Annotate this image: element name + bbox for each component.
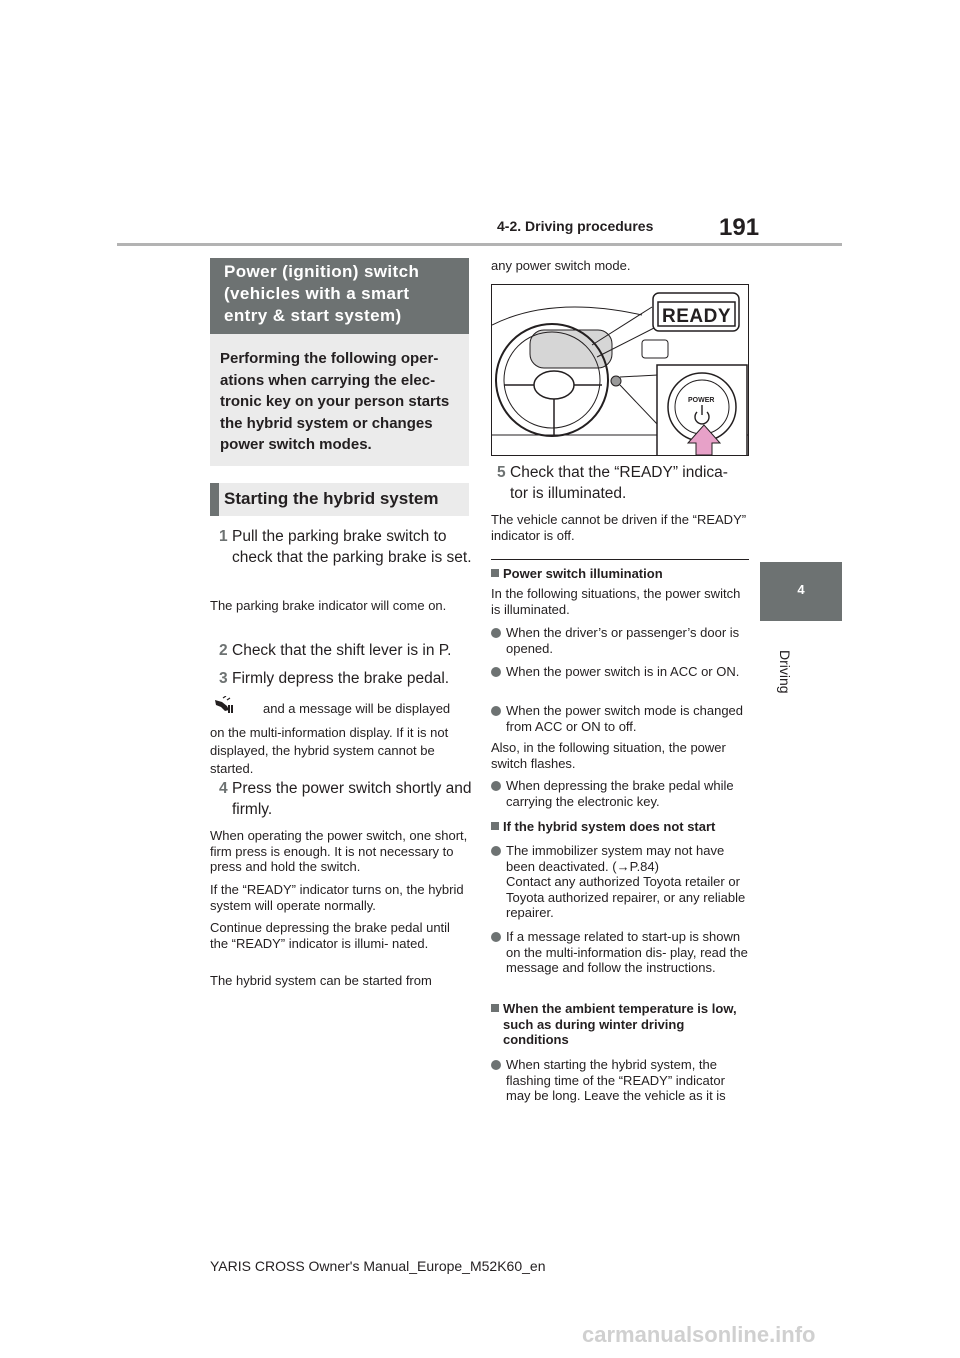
step-number: 4 — [219, 780, 228, 797]
cold-title — [491, 1001, 749, 1048]
step-number: 3 — [219, 670, 228, 687]
step-3-note-inline: and a message will be displayed — [263, 701, 451, 716]
step-number: 5 — [497, 464, 506, 481]
illumination-title-text: Power switch illumination — [503, 566, 663, 581]
page-number: 191 — [719, 214, 760, 241]
step-text: Pull the parking brake switch to check that the parking brake is set. — [232, 528, 472, 566]
square-bullet-icon — [491, 1004, 499, 1012]
step-text: Check that the “READY” indica- tor is illuminated. — [510, 464, 728, 502]
cold-title-text: When the ambient temperature is low, such as during winter driving conditions — [503, 1001, 737, 1047]
heading-starting-hybrid: Starting the hybrid system — [210, 483, 469, 516]
step-4-note-4: The hybrid system can be started from — [210, 973, 432, 988]
bullet-dot-icon — [491, 846, 501, 856]
bullet-text: When the power switch mode is changed from ACC or ON to off. — [506, 703, 744, 734]
square-bullet-icon — [491, 822, 499, 830]
footer-manual-id: YARIS CROSS Owner's Manual_Europe_M52K60_en — [210, 1258, 546, 1274]
step-text: Press the power switch shortly and firmly. — [232, 780, 472, 818]
section-divider — [491, 559, 749, 560]
bullet-text: When depressing the brake pedal while carrying the electronic key. — [506, 778, 734, 809]
section-title: 4-2. Driving procedures — [497, 218, 654, 234]
bullet-text — [506, 843, 749, 921]
illumination-flash-text: Also, in the following situation, the power switch flashes. — [491, 740, 726, 771]
bullet-text: When the driver’s or passenger’s door is opened. — [506, 625, 740, 656]
no-start-title-text: If the hybrid system does not start — [503, 819, 716, 834]
step-5 — [497, 462, 750, 504]
step-number: 2 — [219, 642, 228, 659]
bullet-text: If a message related to start-up is shown on the multi-information dis- play, read the message and follow the instructions. — [506, 929, 748, 975]
dashboard-illustration — [491, 284, 749, 456]
step-3 — [219, 668, 472, 689]
bullet-dot-icon — [491, 932, 501, 942]
step-4-note-1: When operating the power switch, one short, firm press is enough. It is not necessary to press and hold the switch. — [210, 828, 468, 874]
square-bullet-icon — [491, 569, 499, 577]
bullet-text-line-2: Contact any authorized Toyota retailer or Toyota authorized repairer, or any reliable repairer. — [506, 874, 746, 920]
watermark: carmanualsonline.info — [582, 1322, 816, 1347]
bullet-dot-icon — [491, 628, 501, 638]
heading-power-switch: Power (ignition) switch (vehicles with a smart entry & start system) — [210, 258, 469, 334]
ready-indicator-label: READY — [662, 306, 732, 327]
chapter-number: 4 — [797, 582, 805, 597]
bullet-dot-icon — [491, 1060, 501, 1070]
bullet-dot-icon — [491, 706, 501, 716]
step-text: Firmly depress the brake pedal. — [232, 670, 450, 687]
power-switch-label: POWER — [688, 397, 715, 404]
continuation-text: any power switch mode. — [491, 258, 631, 273]
no-start-title — [491, 819, 749, 835]
step-text: Check that the shift lever is in P. — [232, 642, 452, 659]
bullet-dot-icon — [491, 667, 501, 677]
bullet-text: When starting the hybrid system, the flashing time of the “READY” indicator may be long. Leave the vehicle as it is — [506, 1057, 726, 1103]
step-5-note: The vehicle cannot be driven if the “READY” indicator is off. — [491, 512, 747, 543]
step-4-note-2: If the “READY” indicator turns on, the hybrid system will operate normally. — [210, 882, 464, 913]
bullet-text-line-1: The immobilizer system may not have been deactivated. (→P.84) — [506, 843, 725, 874]
chapter-label-wrap — [776, 634, 826, 694]
step-4 — [219, 778, 472, 820]
step-1 — [219, 526, 472, 568]
intro-box: Performing the following oper- ations when carrying the elec- tronic key on your person starts the hybrid system or changes power switch modes. — [210, 334, 469, 466]
step-number: 1 — [219, 528, 228, 545]
header-rule — [117, 243, 842, 246]
step-4-note-3: Continue depressing the brake pedal until the “READY” indicator is illumi- nated. — [210, 920, 450, 951]
step-2 — [219, 640, 472, 661]
step-1-note: The parking brake indicator will come on. — [210, 598, 447, 613]
brake-pedal-icon — [213, 696, 235, 714]
illumination-intro: In the following situations, the power switch is illuminated. — [491, 586, 741, 617]
bullet-text: When the power switch is in ACC or ON. — [506, 664, 740, 679]
step-3-note: on the multi-information display. If it is not displayed, the hybrid system cannot be started. — [210, 725, 449, 776]
chapter-label: Driving — [777, 650, 793, 694]
illumination-title — [491, 566, 749, 582]
bullet-dot-icon — [491, 781, 501, 791]
